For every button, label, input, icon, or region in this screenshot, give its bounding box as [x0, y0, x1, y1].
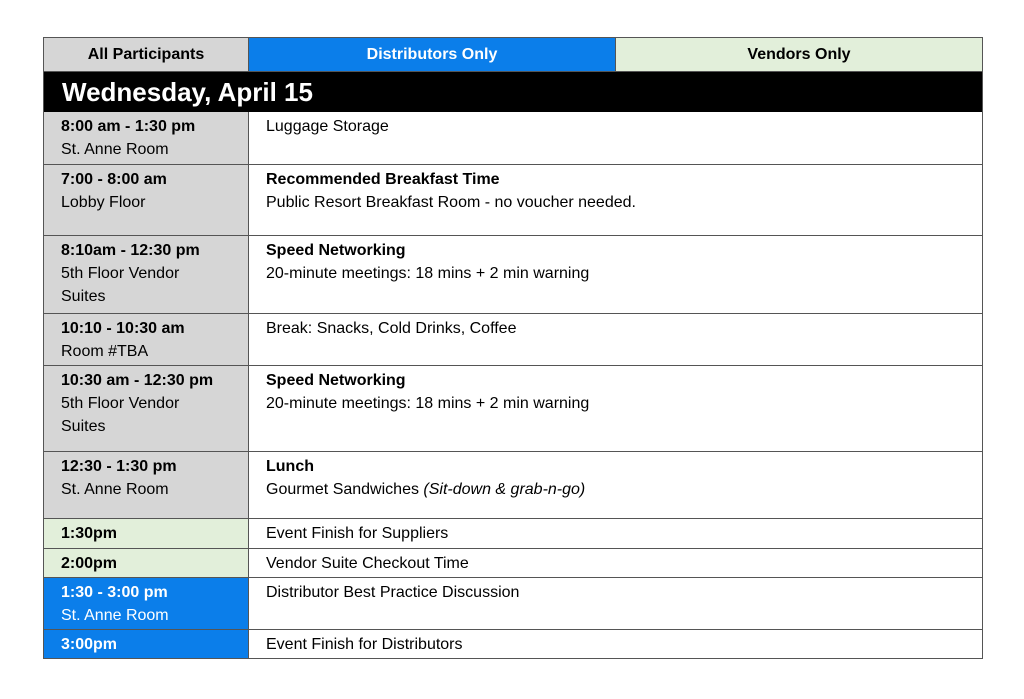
event-time: 12:30 - 1:30 pm: [61, 458, 177, 475]
event-time: 7:00 - 8:00 am: [61, 171, 167, 188]
event-time: 10:10 - 10:30 am: [61, 320, 185, 337]
legend-all-participants: All Participants: [44, 38, 249, 71]
event-title: Speed Networking: [266, 372, 406, 389]
event-location: Room #TBA: [61, 343, 149, 360]
description-cell: [249, 630, 982, 658]
event-title: Recommended Breakfast Time: [266, 171, 500, 188]
time-cell: [44, 549, 249, 577]
schedule-row: [44, 577, 982, 629]
event-time: 3:00pm: [61, 636, 118, 653]
day-header: Wednesday, April 15: [44, 72, 982, 112]
time-cell: [44, 366, 249, 451]
time-cell: [44, 452, 249, 518]
schedule-row: [44, 235, 982, 313]
schedule-row: [44, 629, 982, 658]
event-text: Event Finish for Suppliers: [266, 525, 449, 542]
event-location: 5th Floor Vendor Suites: [61, 395, 180, 435]
event-time: 8:10am - 12:30 pm: [61, 242, 200, 259]
time-cell: [44, 578, 249, 629]
event-location: 5th Floor Vendor Suites: [61, 265, 180, 305]
event-time: 1:30pm: [61, 525, 118, 542]
event-time: 2:00pm: [61, 555, 118, 572]
description-cell: [249, 236, 982, 313]
legend-distributors-only: Distributors Only: [249, 38, 616, 71]
event-title: Speed Networking: [266, 242, 406, 259]
event-text: Break: Snacks, Cold Drinks, Coffee: [266, 320, 517, 337]
time-cell: [44, 519, 249, 548]
time-cell: [44, 314, 249, 365]
event-text-line: [266, 478, 982, 501]
event-location: St. Anne Room: [61, 141, 169, 158]
audience-legend: [44, 38, 982, 72]
schedule-row: [44, 365, 982, 451]
event-text: Event Finish for Distributors: [266, 636, 463, 653]
time-cell: [44, 236, 249, 313]
schedule-row: [44, 451, 982, 518]
event-location: Lobby Floor: [61, 194, 146, 211]
schedule-row: [44, 548, 982, 577]
time-cell: [44, 165, 249, 235]
description-cell: [249, 366, 982, 451]
event-note: (Sit-down & grab-n-go): [423, 481, 586, 498]
description-cell: [249, 165, 982, 235]
event-title: Lunch: [266, 458, 314, 475]
event-text: Distributor Best Practice Discussion: [266, 584, 520, 601]
description-cell: [249, 452, 982, 518]
event-text: 20-minute meetings: 18 mins + 2 min warning: [266, 265, 590, 282]
description-cell: [249, 112, 982, 164]
legend-vendors-only: Vendors Only: [616, 38, 982, 71]
schedule-row: [44, 313, 982, 365]
description-cell: [249, 519, 982, 548]
schedule-row: [44, 518, 982, 548]
event-text: Gourmet Sandwiches: [266, 481, 424, 498]
event-text: Public Resort Breakfast Room - no voucher needed.: [266, 194, 636, 211]
event-text: Vendor Suite Checkout Time: [266, 555, 469, 572]
event-text: 20-minute meetings: 18 mins + 2 min warning: [266, 395, 590, 412]
description-cell: [249, 549, 982, 577]
schedule-table: [43, 37, 983, 659]
event-time: 8:00 am - 1:30 pm: [61, 118, 196, 135]
time-cell: [44, 112, 249, 164]
time-cell: [44, 630, 249, 658]
event-time: 10:30 am - 12:30 pm: [61, 372, 214, 389]
event-location: St. Anne Room: [61, 607, 169, 624]
description-cell: [249, 314, 982, 365]
description-cell: [249, 578, 982, 629]
schedule-row: [44, 112, 982, 164]
event-text: Luggage Storage: [266, 118, 389, 135]
event-time: 1:30 - 3:00 pm: [61, 584, 168, 601]
event-location: St. Anne Room: [61, 481, 169, 498]
schedule-row: [44, 164, 982, 235]
